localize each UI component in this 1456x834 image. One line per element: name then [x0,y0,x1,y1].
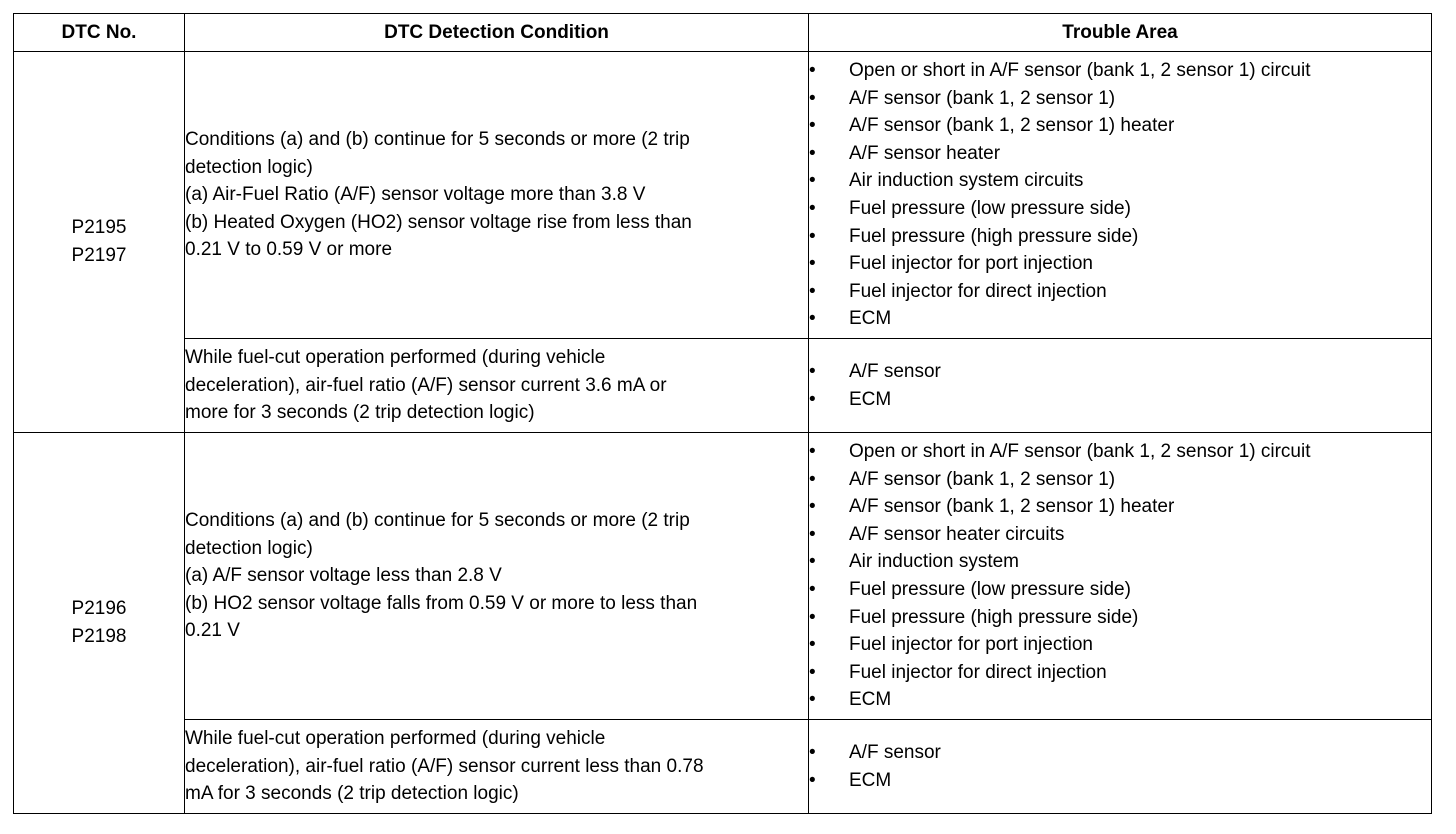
bullet-icon: • [809,468,816,490]
trouble-area-text: Fuel pressure (high pressure side) [849,225,1139,247]
list-item [809,250,1431,278]
trouble-area-text: Fuel pressure (low pressure side) [849,198,1131,219]
dtc-code-cell [14,433,185,814]
bullet-icon: • [809,661,816,683]
list-item [809,521,1431,549]
trouble-area-text: Fuel injector for port injection [849,634,1093,656]
bullet-icon: • [809,689,816,711]
list-item [809,140,1431,168]
bullet-icon: • [809,551,816,573]
trouble-area-cell [809,720,1432,814]
trouble-area-text: A/F sensor [849,360,941,382]
bullet-icon: • [809,388,816,410]
list-item [809,112,1431,140]
list-item [809,223,1431,251]
dtc-code: P2195 [71,217,127,238]
detection-condition-cell [185,433,809,720]
bullet-icon: • [809,634,816,656]
condition-text-line: Conditions (a) and (b) continue for 5 seconds or more (2 trip [185,129,690,151]
dtc-table [13,13,1432,814]
list-item [809,167,1431,195]
list-item [809,576,1431,604]
list-item [809,659,1431,687]
bullet-icon: • [809,606,816,628]
table-row [14,720,1432,814]
bullet-icon: • [809,360,816,382]
list-item [809,386,1431,414]
bullet-icon: • [809,496,816,518]
list-item [809,305,1431,333]
list-item [809,195,1431,223]
detection-condition-cell [185,339,809,433]
bullet-icon: • [809,87,816,109]
table-row [14,339,1432,433]
list-item [809,278,1431,306]
trouble-area-text: A/F sensor (bank 1, 2 sensor 1) heater [849,496,1175,518]
list-item [809,438,1431,466]
trouble-area-text: Air induction system [849,551,1020,573]
trouble-area-text: A/F sensor heater circuits [849,523,1065,545]
bullet-icon: • [809,308,816,330]
condition-text-line: 0.21 V [185,620,240,642]
condition-text-line: detection logic) [185,537,313,559]
list-item [809,85,1431,113]
header-trouble-area: Trouble Area [809,14,1432,52]
trouble-area-text: A/F sensor (bank 1, 2 sensor 1) [849,468,1116,490]
list-item [809,57,1431,85]
dtc-code: P2196 [71,598,127,619]
trouble-area-text: Open or short in A/F sensor (bank 1, 2 sensor 1) circuit [849,441,1311,463]
dtc-code-cell [14,52,185,433]
condition-text-line: While fuel-cut operation performed (during vehicle [185,728,606,750]
trouble-area-list [809,739,1431,794]
detection-condition-cell [185,52,809,339]
trouble-area-text: Fuel pressure (low pressure side) [849,579,1131,600]
condition-text-line: deceleration), air-fuel ratio (A/F) sensor current 3.6 mA or [185,374,667,396]
trouble-area-list [809,438,1431,714]
condition-text-line: (a) Air-Fuel Ratio (A/F) sensor voltage more than 3.8 V [185,184,646,206]
trouble-area-text: Open or short in A/F sensor (bank 1, 2 sensor 1) circuit [849,60,1311,82]
list-item [809,739,1431,767]
detection-condition-cell [185,720,809,814]
trouble-area-text: Fuel injector for port injection [849,253,1093,275]
trouble-area-text: Fuel pressure (high pressure side) [849,606,1139,628]
condition-text-line: 0.21 V to 0.59 V or more [185,239,393,261]
dtc-code: P2197 [71,245,127,266]
condition-text-line: deceleration), air-fuel ratio (A/F) sensor current less than 0.78 [185,755,704,777]
list-item [809,631,1431,659]
bullet-icon: • [809,225,816,247]
trouble-area-text: Fuel injector for direct injection [849,280,1107,302]
condition-text-line: Conditions (a) and (b) continue for 5 seconds or more (2 trip [185,510,690,532]
list-item [809,358,1431,386]
bullet-icon: • [809,142,816,164]
trouble-area-cell [809,339,1432,433]
header-dtc-no: DTC No. [14,14,185,52]
trouble-area-cell [809,52,1432,339]
bullet-icon: • [809,741,816,763]
condition-text-line: (a) A/F sensor voltage less than 2.8 V [185,565,502,587]
trouble-area-list [809,57,1431,333]
bullet-icon: • [809,441,816,463]
dtc-code: P2198 [71,626,127,647]
condition-text-line: mA for 3 seconds (2 trip detection logic) [185,783,519,805]
table-header [14,14,1432,52]
bullet-icon: • [809,769,816,791]
condition-text-line: detection logic) [185,156,313,178]
bullet-icon: • [809,60,816,82]
condition-text-line: more for 3 seconds (2 trip detection logic) [185,402,535,424]
trouble-area-cell [809,433,1432,720]
list-item [809,604,1431,632]
table-row [14,52,1432,339]
trouble-area-text: Air induction system circuits [849,170,1084,192]
trouble-area-text: A/F sensor (bank 1, 2 sensor 1) [849,87,1116,109]
trouble-area-text: ECM [849,769,892,791]
trouble-area-text: A/F sensor [849,741,941,763]
condition-text-line: While fuel-cut operation performed (during vehicle [185,347,606,369]
trouble-area-list [809,358,1431,413]
trouble-area-text: ECM [849,308,892,330]
list-item [809,466,1431,494]
condition-text-line: (b) HO2 sensor voltage falls from 0.59 V or more to less than [185,592,698,614]
table-row [14,433,1432,720]
list-item [809,493,1431,521]
bullet-icon: • [809,253,816,275]
table-body [14,52,1432,814]
list-item [809,548,1431,576]
bullet-icon: • [809,523,816,545]
list-item [809,686,1431,714]
bullet-icon: • [809,280,816,302]
list-item [809,767,1431,795]
bullet-icon: • [809,115,816,137]
bullet-icon: • [809,579,816,600]
condition-text-line: (b) Heated Oxygen (HO2) sensor voltage rise from less than [185,211,692,233]
trouble-area-text: A/F sensor (bank 1, 2 sensor 1) heater [849,115,1175,137]
trouble-area-text: Fuel injector for direct injection [849,661,1107,683]
header-detection-condition: DTC Detection Condition [185,14,809,52]
trouble-area-text: A/F sensor heater [849,142,1001,164]
bullet-icon: • [809,170,816,192]
trouble-area-text: ECM [849,689,892,711]
bullet-icon: • [809,198,816,219]
trouble-area-text: ECM [849,388,892,410]
